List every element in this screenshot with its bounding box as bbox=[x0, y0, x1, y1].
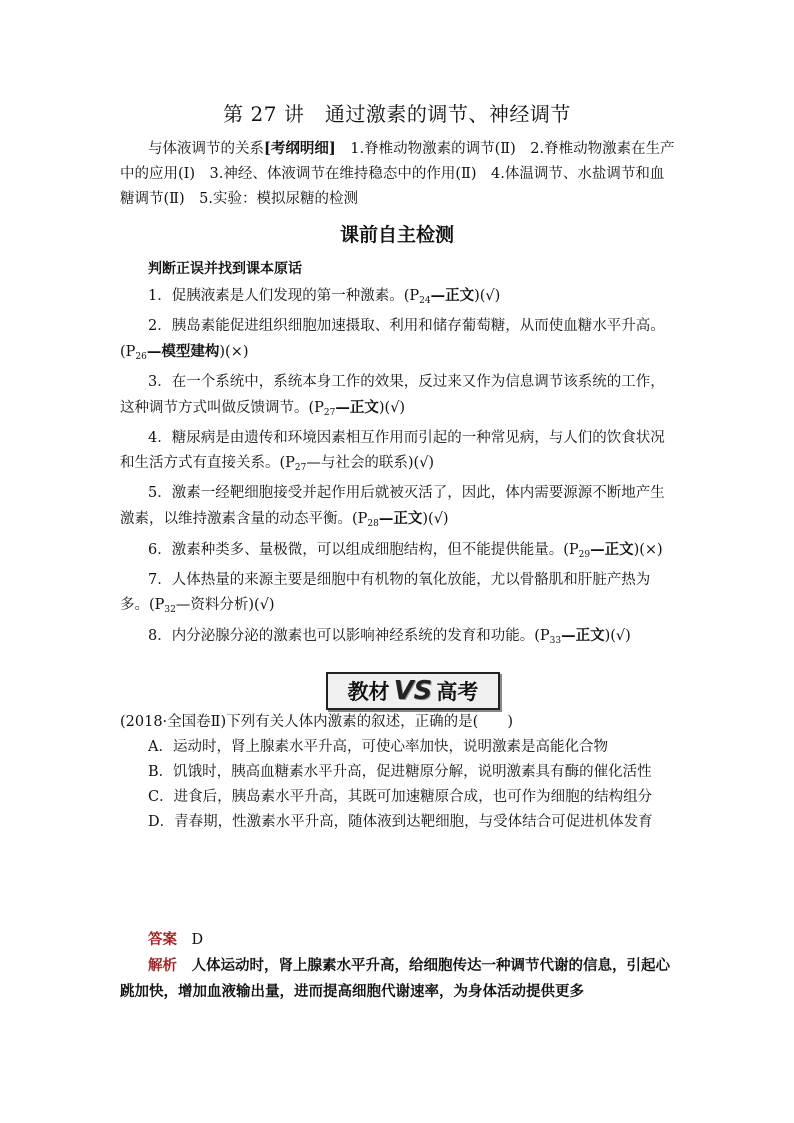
judgement-item: 4．糖尿病是由遗传和环境因素相互作用而引起的一种常见病，与人们的饮食状况和生活方式有直接关系。($P_{27}—$与社会的联系)(√) bbox=[120, 430, 665, 473]
textbook-vs-exam-banner bbox=[326, 672, 500, 710]
analysis-label: 解析 bbox=[148, 958, 177, 974]
judgement-item: 8．内分泌腺分泌的激素也可以影响神经系统的发育和功能。($P_{33}—$正文)(√) bbox=[148, 627, 631, 646]
banner-left-text: 教材 bbox=[347, 680, 390, 704]
question-stem: (2018·全国卷Ⅱ)下列有关人体内激素的叙述，正确的是( ) bbox=[120, 714, 513, 730]
analysis-line bbox=[120, 953, 675, 1005]
analysis-text: 人体运动时，肾上腺素水平升高，给细胞传达一种调节代谢的信息，引起心跳加快，增加血液输出量，进而提高细胞代谢速率，为身体活动提供更多 bbox=[120, 957, 670, 1000]
answer-block bbox=[120, 928, 675, 1005]
judgement-item: 5．激素一经靶细胞接受并起作用后就被灭活了，因此，体内需要源源不断地产生激素，以维持激素含量的动态平衡。($P_{28}—$正文)(√) bbox=[120, 485, 665, 529]
syllabus-paragraph bbox=[120, 136, 675, 212]
banner-right-text: 高考 bbox=[436, 680, 479, 704]
syllabus-lead: 与体液调节的关系 bbox=[148, 141, 264, 157]
option-c: C．进食后，胰岛素水平升高，其既可加速糖原合成，也可作为细胞的结构组分 bbox=[148, 789, 653, 805]
answer-value: D bbox=[191, 932, 204, 948]
syllabus-text: 1.脊椎动物激素的调节(Ⅱ) 2.脊椎动物激素在生产中的应用(Ⅰ) 3.神经、体液调节在维持稳态中的作用(Ⅱ) 4.体温调节、水盐调节和血糖调节(Ⅱ) 5.实验：模拟尿糖的检测 bbox=[120, 141, 675, 207]
judgement-list bbox=[120, 283, 675, 654]
judgement-item: 6．激素种类多、量极微，可以组成细胞结构，但不能提供能量。($P_{29}—$正文)(×) bbox=[148, 541, 663, 560]
answer-line bbox=[120, 928, 675, 953]
banner-vs-text: VS bbox=[393, 676, 433, 706]
sub-heading: 判断正误并找到课本原话 bbox=[148, 261, 302, 277]
exam-question bbox=[120, 710, 675, 835]
section-heading: 课前自主检测 bbox=[339, 224, 454, 246]
lecture-title: 第 27 讲 通过激素的调节、神经调节 bbox=[223, 102, 571, 126]
judgement-item: 3．在一个系统中，系统本身工作的效果，反过来又作为信息调节该系统的工作，这种调节方式叫做反馈调节。($P_{27}—$正文)(√) bbox=[120, 374, 665, 418]
syllabus-tag: [考纲明细] bbox=[264, 140, 336, 157]
judgement-item: 2．胰岛素能促进组织细胞加速摄取、利用和储存葡萄糖，从而使血糖水平升高。($P_{26}—$模型建构)(×) bbox=[120, 318, 665, 362]
answer-label: 答案 bbox=[148, 932, 177, 948]
option-b: B．饥饿时，胰高血糖素水平升高，促进糖原分解，说明激素具有酶的催化活性 bbox=[148, 764, 652, 780]
judgement-item: 7．人体热量的来源主要是细胞中有机物的氧化放能，尤以骨骼肌和肝脏产热为多。($P_{32}—$资料分析)(√) bbox=[120, 572, 651, 615]
judgement-item: 1．促胰液素是人们发现的第一种激素。($P_{24}—$正文)(√) bbox=[148, 287, 501, 306]
option-d: D．青春期，性激素水平升高，随体液到达靶细胞，与受体结合可促进机体发育 bbox=[148, 814, 653, 830]
option-a: A．运动时，肾上腺素水平升高，可使心率加快，说明激素是高能化合物 bbox=[148, 739, 608, 755]
